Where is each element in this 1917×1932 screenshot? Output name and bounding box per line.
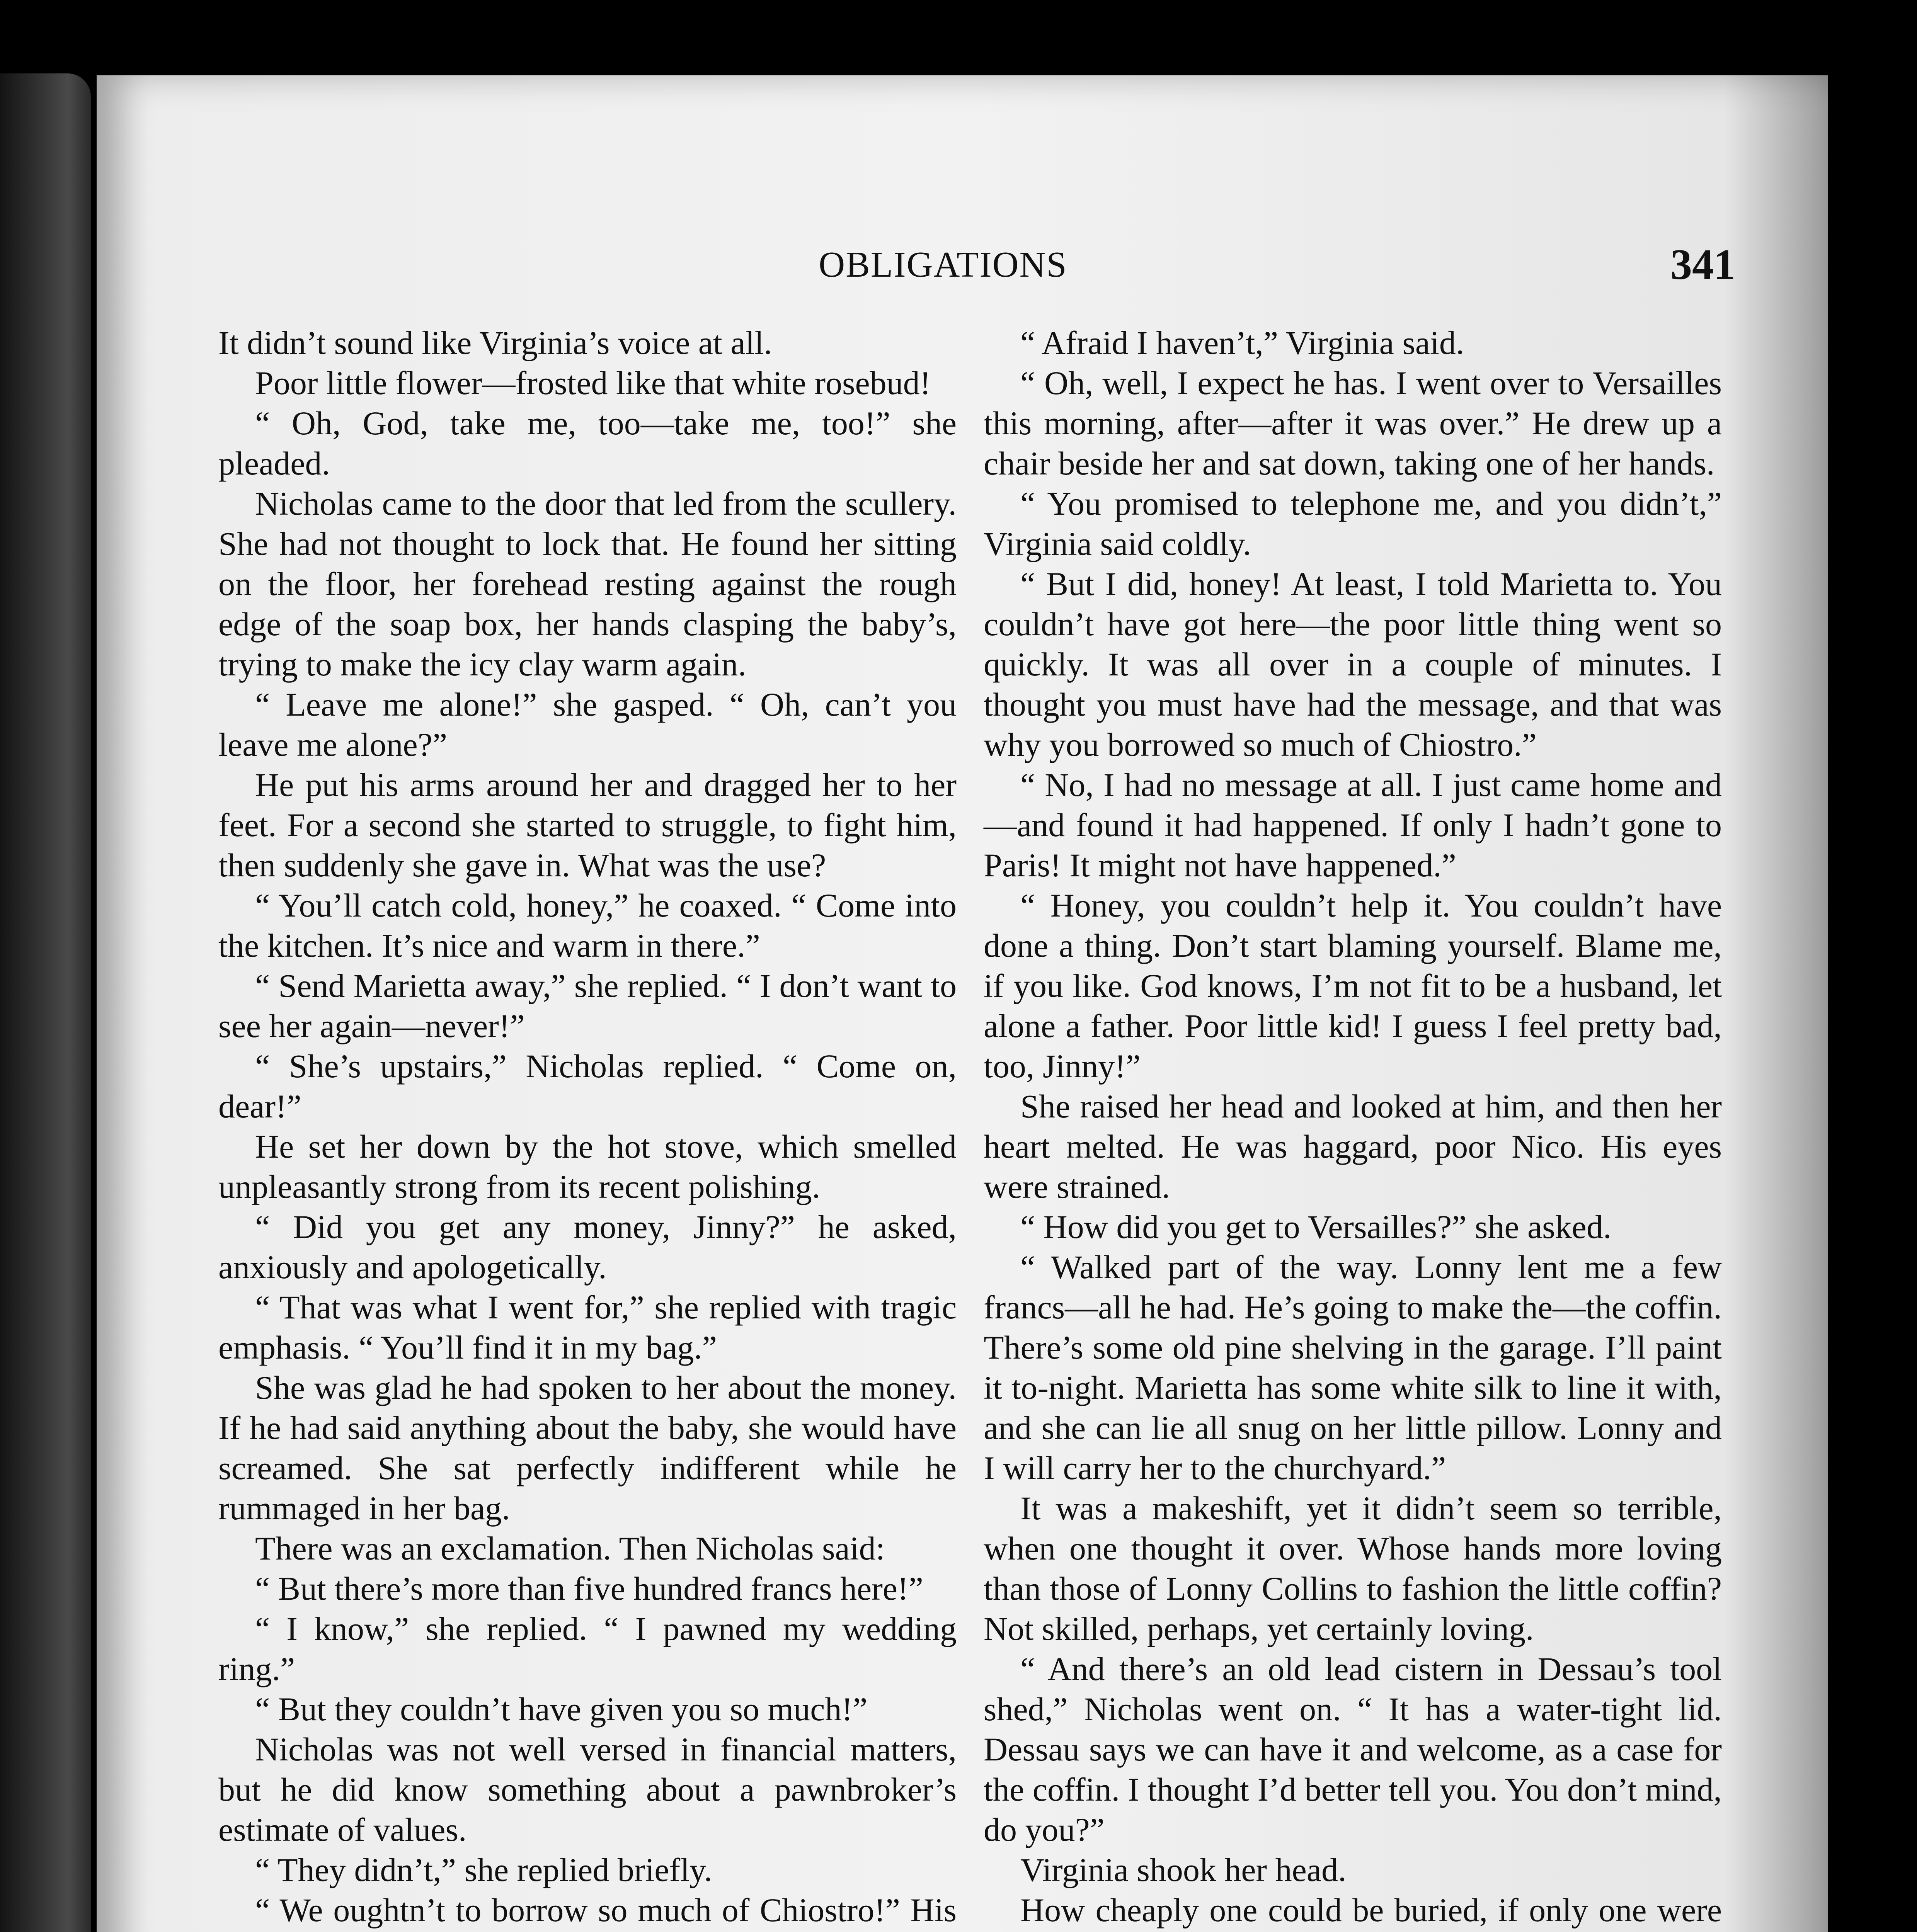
paragraph: “ Did you get any money, Jinny?” he asked, anxiously and apologetically. bbox=[218, 1208, 957, 1286]
paragraph: It didn’t sound like Virginia’s voice at all. bbox=[218, 324, 772, 361]
paragraph: Nicholas was not well versed in financial matters, but he did know something about a pawnbroker’s estimate of values. bbox=[218, 1731, 957, 1848]
paragraph: “ Walked part of the way. Lonny lent me a few francs—all he had. He’s going to make the—the coffin. There’s some old pine shelving in the garage. I’ll paint it to-night. Marietta has some white silk to line it with, and she can lie all snug on her little pillow. Lonny and I will carry her to the churchyard.” bbox=[984, 1248, 1722, 1486]
paragraph: How cheaply one could be buried, if only one were bbox=[1020, 1891, 1722, 1929]
paragraph: “ No, I had no message at all. I just came home and—and found it had happened. If only I hadn’t gone to Paris! It might not have happened.” bbox=[984, 766, 1722, 884]
paragraph: “ And there’s an old lead cistern in Dessau’s tool shed,” Nicholas went on. “ It has a water-tight lid. Dessau says we can have it and welcome, as a case for the coffin. I thought I’d better tell you. You don’t mind, do you?” bbox=[984, 1650, 1722, 1848]
paragraph: “ Honey, you couldn’t help it. You couldn’t have done a thing. Don’t start blaming yourself. Blame me, if you like. God knows, I’m not fit to be a husband, let alone a father. Poor little kid! I guess I feel pretty bad, too, Jinny!” bbox=[984, 887, 1722, 1085]
page-number: 341 bbox=[1670, 241, 1735, 289]
paragraph: “ How did you get to Versailles?” she asked. bbox=[1020, 1208, 1612, 1245]
paragraph: “ But they couldn’t have given you so much!” bbox=[255, 1690, 868, 1728]
paragraph: “ We oughtn’t to borrow so much of Chiostro!” His bbox=[255, 1891, 957, 1929]
paragraph: “ They didn’t,” she replied briefly. bbox=[255, 1851, 712, 1888]
paragraph: “ Leave me alone!” she gasped. “ Oh, can’t you leave me alone?” bbox=[218, 686, 957, 763]
paragraph: “ She’s upstairs,” Nicholas replied. “ Come on, dear!” bbox=[218, 1048, 957, 1125]
paragraph: “ Send Marietta away,” she replied. “ I don’t want to see her again—never!” bbox=[218, 967, 957, 1044]
paragraph: “ Afraid I haven’t,” Virginia said. bbox=[1020, 324, 1464, 361]
right-text-column bbox=[984, 323, 1722, 1932]
left-text-column bbox=[218, 323, 957, 1932]
running-head: OBLIGATIONS bbox=[819, 245, 1067, 285]
paragraph: She was glad he had spoken to her about the money. If he had said anything about the baby, she would have screamed. She sat perfectly indifferent while he rummaged in her bag. bbox=[218, 1369, 957, 1527]
paragraph: “ But I did, honey! At least, I told Marietta to. You couldn’t have got here—the poor little thing went so quickly. It was all over in a couple of minutes. I thought you must have had the message, and that was why you borrowed so much of Chiostro.” bbox=[984, 565, 1722, 763]
paragraph: There was an exclamation. Then Nicholas said: bbox=[255, 1530, 885, 1567]
paragraph: “ I know,” she replied. “ I pawned my wedding ring.” bbox=[218, 1610, 957, 1687]
paragraph: “ But there’s more than five hundred francs here!” bbox=[255, 1570, 923, 1607]
paragraph: He set her down by the hot stove, which smelled unpleasantly strong from its recent polishing. bbox=[218, 1128, 957, 1205]
paragraph: “ You promised to telephone me, and you didn’t,” Virginia said coldly. bbox=[984, 485, 1722, 562]
paragraph: “ You’ll catch cold, honey,” he coaxed. “ Come into the kitchen. It’s nice and warm in there.” bbox=[218, 887, 957, 964]
paragraph: It was a makeshift, yet it didn’t seem so terrible, when one thought it over. Whose hands more loving than those of Lonny Collins to fashion the little coffin? Not skilled, perhaps, yet certainly loving. bbox=[984, 1490, 1722, 1647]
page-header bbox=[151, 240, 1735, 298]
facing-page-edge bbox=[0, 73, 91, 1932]
paragraph: Nicholas came to the door that led from the scullery. She had not thought to lock that. He found her sitting on the floor, her forehead resting against the rough edge of the soap box, her hands clasping the baby’s, trying to make the icy clay warm again. bbox=[218, 485, 957, 683]
paragraph: She raised her head and looked at him, and then her heart melted. He was haggard, poor Nico. His eyes were strained. bbox=[984, 1088, 1722, 1205]
paragraph: Virginia shook her head. bbox=[1020, 1851, 1347, 1888]
paragraph: “ Oh, well, I expect he has. I went over to Versailles this morning, after—after it was over.” He drew up a chair beside her and sat down, taking one of her hands. bbox=[984, 364, 1722, 482]
paragraph: He put his arms around her and dragged her to her feet. For a second she started to struggle, to fight him, then suddenly she gave in. What was the use? bbox=[218, 766, 957, 884]
paragraph: “ That was what I went for,” she replied with tragic emphasis. “ You’ll find it in my bag.” bbox=[218, 1289, 957, 1366]
paragraph: “ Oh, God, take me, too—take me, too!” she pleaded. bbox=[218, 405, 957, 482]
paragraph: Poor little flower—frosted like that white rosebud! bbox=[255, 364, 931, 401]
